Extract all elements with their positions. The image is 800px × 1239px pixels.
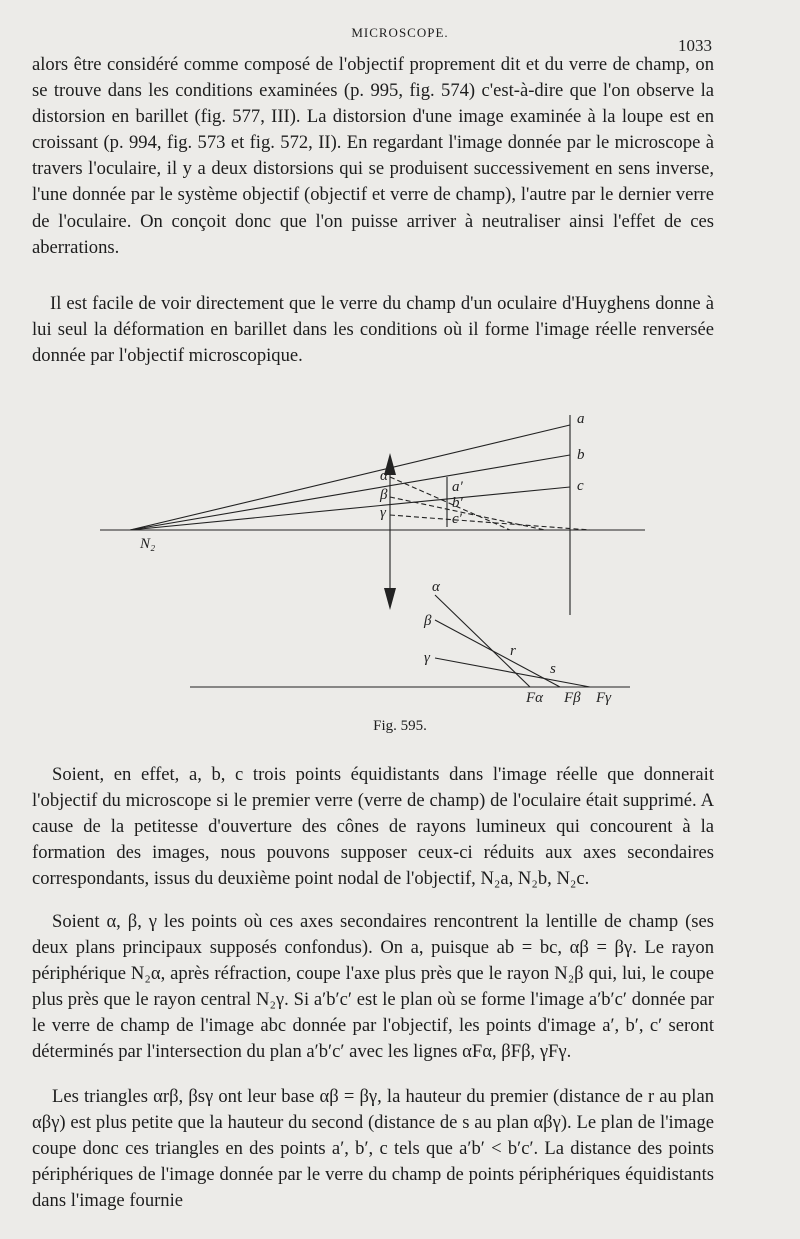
label-b-prime: b′ <box>452 495 463 511</box>
label-a-prime: a′ <box>452 479 463 495</box>
paragraph-alpha-beta-gamma: Soient α, β, γ les points où ces axes secondaires rencontrent la lentille de champ (ses deux plans principaux supposés confondus). On a, puisque ab = bc, αβ = βγ. Le rayon périphérique N₂α, après réfraction, coupe l'axe plus près que le rayon N₂β qui, lui, le coupe plus près que le rayon central N₂γ. Si a′b′c′ est le plan où se forme l'image a′b′c′ donnée par le verre de champ de l'image abc donnée par l'objectif, les points d'image a′, b′, c′ seront déterminés par l'intersection du plan a′b′c′ avec les lignes αFα, βFβ, γFγ. <box>32 911 714 1063</box>
label-s: s <box>550 661 556 677</box>
ray-n2-b <box>130 455 570 530</box>
running-title: MICROSCOPE. <box>351 25 449 40</box>
inset-line-gamma <box>435 658 590 687</box>
paragraph-huyghens: Il est facile de voir directement que le verre du champ d'un oculaire d'Huyghens donne à lui seul la déformation en barillet dans les conditions où il forme l'image réelle renversée donnée par l'objectif microscopique. <box>32 293 714 367</box>
label-b: b <box>577 447 585 463</box>
label-f-alpha: Fα <box>526 690 544 705</box>
paragraph-points-abc: Soient, en effet, a, b, c trois points équidistants dans l'image réelle que donnerait l'objectif du microscope si le premier verre (verre de champ) de l'oculaire était supprimé. A cause de la petitesse d'ouverture des cônes de rayons lumineux qui concourent à la formation des images, nous pouvons supposer ceux-ci réduits aux axes secondaires correspondants, issus du deuxième point nodal de l'objectif, N₂a, N₂b, N₂c. <box>32 764 714 890</box>
figure-595-diagram <box>90 415 650 705</box>
label-alpha: α <box>380 468 388 484</box>
label-inset-alpha: α <box>432 579 440 595</box>
label-inset-beta: β <box>424 613 432 629</box>
inset-line-beta <box>435 620 560 687</box>
label-inset-gamma: γ <box>424 650 430 666</box>
label-a: a <box>577 415 585 427</box>
refracted-ray-alpha <box>390 477 510 530</box>
label-c-prime: c′ <box>452 511 462 527</box>
label-c: c <box>577 478 584 494</box>
label-gamma: γ <box>380 505 386 521</box>
label-f-beta: Fβ <box>564 690 581 705</box>
label-f-gamma: Fγ <box>596 690 612 705</box>
paragraph-distortion-intro: alors être considéré comme composé de l'objectif proprement dit et du verre de champ, on se trouve dans les conditions examinées (p. 995, fig. 574) c'est-à-dire que l'on observe la distorsion en barillet (fig. 577, III). La distorsion d'une image examinée à la loupe est en croissant (p. 994, fig. 573 et fig. 572, II). En regardant l'image donnée par le microscope à travers l'oculaire, il y a deux distorsions qui se produisent successivement en sens inverse, l'une donnée par le système objectif (objectif et verre de champ), l'autre par le dernier verre de l'oculaire. On conçoit donc que l'on puisse arriver à neutraliser ainsi l'effet de ces aberrations. <box>32 54 714 258</box>
label-n2: N₂ <box>140 536 156 552</box>
page-number: 1033 <box>678 36 712 55</box>
ray-n2-a <box>130 425 570 530</box>
label-r: r <box>510 643 516 659</box>
figure-caption: Fig. 595. <box>373 718 427 734</box>
label-beta: β <box>380 487 388 503</box>
paragraph-triangles: Les triangles αrβ, βsγ ont leur base αβ = βγ, la hauteur du premier (distance de r au plan αβγ) est plus petite que la hauteur du second (distance de s au plan αβγ). Le plan de l'image coupe donc ces triangles en des points a′, b′, c tels que a′b′ < b′c′. La distance des points périphériques de l'image donnée par le verre du champ de points périphériques équidistants dans l'image fournie <box>32 1086 714 1212</box>
refracted-ray-gamma <box>390 515 590 530</box>
